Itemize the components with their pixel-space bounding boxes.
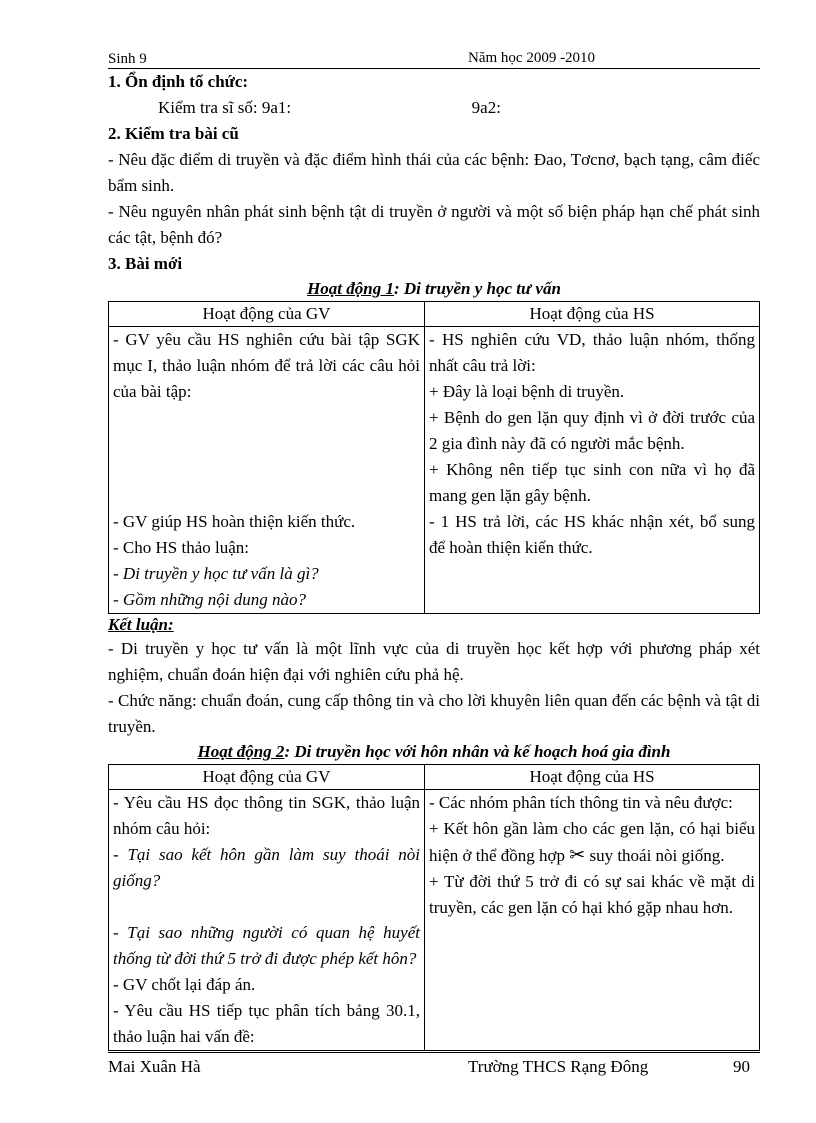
- gv-step: - GV chốt lại đáp án.: [113, 975, 256, 994]
- hs-step: - 1 HS trả lời, các HS khác nhận xét, bổ sung để hoàn thiện kiến thức.: [429, 512, 755, 557]
- footer-page-number: 90: [733, 1057, 750, 1076]
- activity-2-col-gv: Hoạt động của GV: [109, 765, 425, 790]
- activity-1-col-gv: Hoạt động của GV: [109, 302, 425, 327]
- gv-question: - Tại sao những người có quan hệ huyết thống từ đời thứ 5 trở đi được phép kết hôn?: [113, 923, 420, 968]
- gv-step: - Yêu cầu HS đọc thông tin SGK, thảo luận nhóm câu hỏi:: [113, 793, 420, 838]
- page-header: [108, 50, 760, 69]
- header-year: Năm học 2009 -2010: [468, 50, 596, 66]
- hs-step: + Đây là loại bệnh di truyền.: [429, 382, 625, 401]
- gv-question: - Gồm những nội dung nào?: [113, 590, 306, 609]
- activity-2-table: [108, 764, 760, 1051]
- gv-step: - Cho HS thảo luận:: [113, 538, 249, 557]
- footer-school: Trường THCS Rạng Đông: [468, 1057, 649, 1076]
- hs-step-text: + Kết hôn gần làm cho các gen lặn, có hại biểu hiện ở thể đồng hợp: [429, 819, 755, 865]
- page-footer: [108, 1052, 760, 1083]
- conclusion-paragraph-1: - Di truyền y học tư vấn là một lĩnh vực của di truyền học kết hợp với phương pháp xét nghiệm, chuẩn đoán hiện đại với nghiên cứu phả hệ.: [108, 639, 760, 684]
- activity-1-title: : Di truyền y học tư vấn: [393, 279, 561, 298]
- gv-question: - Di truyền y học tư vấn là gì?: [113, 564, 319, 583]
- hs-step-text: suy thoái nòi giống.: [589, 846, 725, 865]
- attendance-line: [108, 95, 760, 121]
- activity-2-col-hs: Hoạt động của HS: [425, 765, 760, 790]
- section-1-title: 1. Ổn định tổ chức:: [108, 72, 249, 91]
- hs-step: - Các nhóm phân tích thông tin và nêu được:: [429, 793, 733, 812]
- gv-step: - GV giúp HS hoàn thiện kiến thức.: [113, 512, 356, 531]
- footer-author: Mai Xuân Hà: [108, 1057, 201, 1076]
- activity-2-hs-cell: [425, 790, 760, 1051]
- activity-1-table: [108, 301, 760, 614]
- activity-1-gv-cell: [109, 327, 425, 614]
- conclusion-title: Kết luận:: [108, 615, 174, 634]
- header-subject: Sinh 9: [108, 51, 147, 67]
- activity-2-label: Hoạt động 2: [197, 742, 285, 761]
- review-question-1: - Nêu đặc điểm di truyền và đặc điểm hình thái của các bệnh: Đao, Tơcnơ, bạch tạng, câm điếc bẩm sinh.: [108, 150, 760, 195]
- section-2-title: 2. Kiểm tra bài cũ: [108, 124, 239, 143]
- gv-step: - GV yêu cầu HS nghiên cứu bài tập SGK mục I, thảo luận nhóm để trả lời các câu hỏi của bài tập:: [113, 330, 420, 401]
- activity-1-heading: [108, 277, 760, 301]
- activity-1-col-hs: Hoạt động của HS: [425, 302, 760, 327]
- activity-1-label: Hoạt động 1: [307, 279, 394, 298]
- gv-step: - Yêu cầu HS tiếp tục phân tích bảng 30.1, thảo luận hai vấn đề:: [113, 1001, 420, 1046]
- hs-step: - HS nghiên cứu VD, thảo luận nhóm, thống nhất câu trả lời:: [429, 330, 755, 375]
- hs-step: + Bệnh do gen lặn quy định vì ở đời trước của 2 gia đình này đã có người mắc bệnh.: [429, 408, 755, 453]
- activity-2-heading: [108, 740, 760, 764]
- hs-step: [429, 816, 755, 869]
- document-page: [108, 50, 760, 1051]
- scissors-icon: ✂: [569, 844, 586, 866]
- hs-step: + Không nên tiếp tục sinh con nữa vì họ đã mang gen lặn gây bệnh.: [429, 460, 755, 505]
- section-3-title: 3. Bài mới: [108, 254, 183, 273]
- conclusion-paragraph-2: - Chức năng: chuẩn đoán, cung cấp thông tin và cho lời khuyên liên quan đến các bệnh và tật di truyền.: [108, 691, 760, 736]
- attendance-class2: 9a2:: [471, 98, 501, 117]
- hs-step: + Từ đời thứ 5 trở đi có sự sai khác về mặt di truyền, các gen lặn có hại khó gặp nhau hơn.: [429, 872, 755, 917]
- activity-1-hs-cell: [425, 327, 760, 614]
- activity-2-title: : Di truyền học với hôn nhân và kế hoạch hoá gia đình: [284, 742, 671, 761]
- activity-2-gv-cell: [109, 790, 425, 1051]
- gv-question: - Tại sao kết hôn gần làm suy thoái nòi giống?: [113, 845, 420, 890]
- review-question-2: - Nêu nguyên nhân phát sinh bệnh tật di truyền ở người và một số biện pháp hạn chế phát sinh các tật, bệnh đó?: [108, 202, 760, 247]
- attendance-label: Kiểm tra sĩ số: 9a1:: [158, 98, 292, 117]
